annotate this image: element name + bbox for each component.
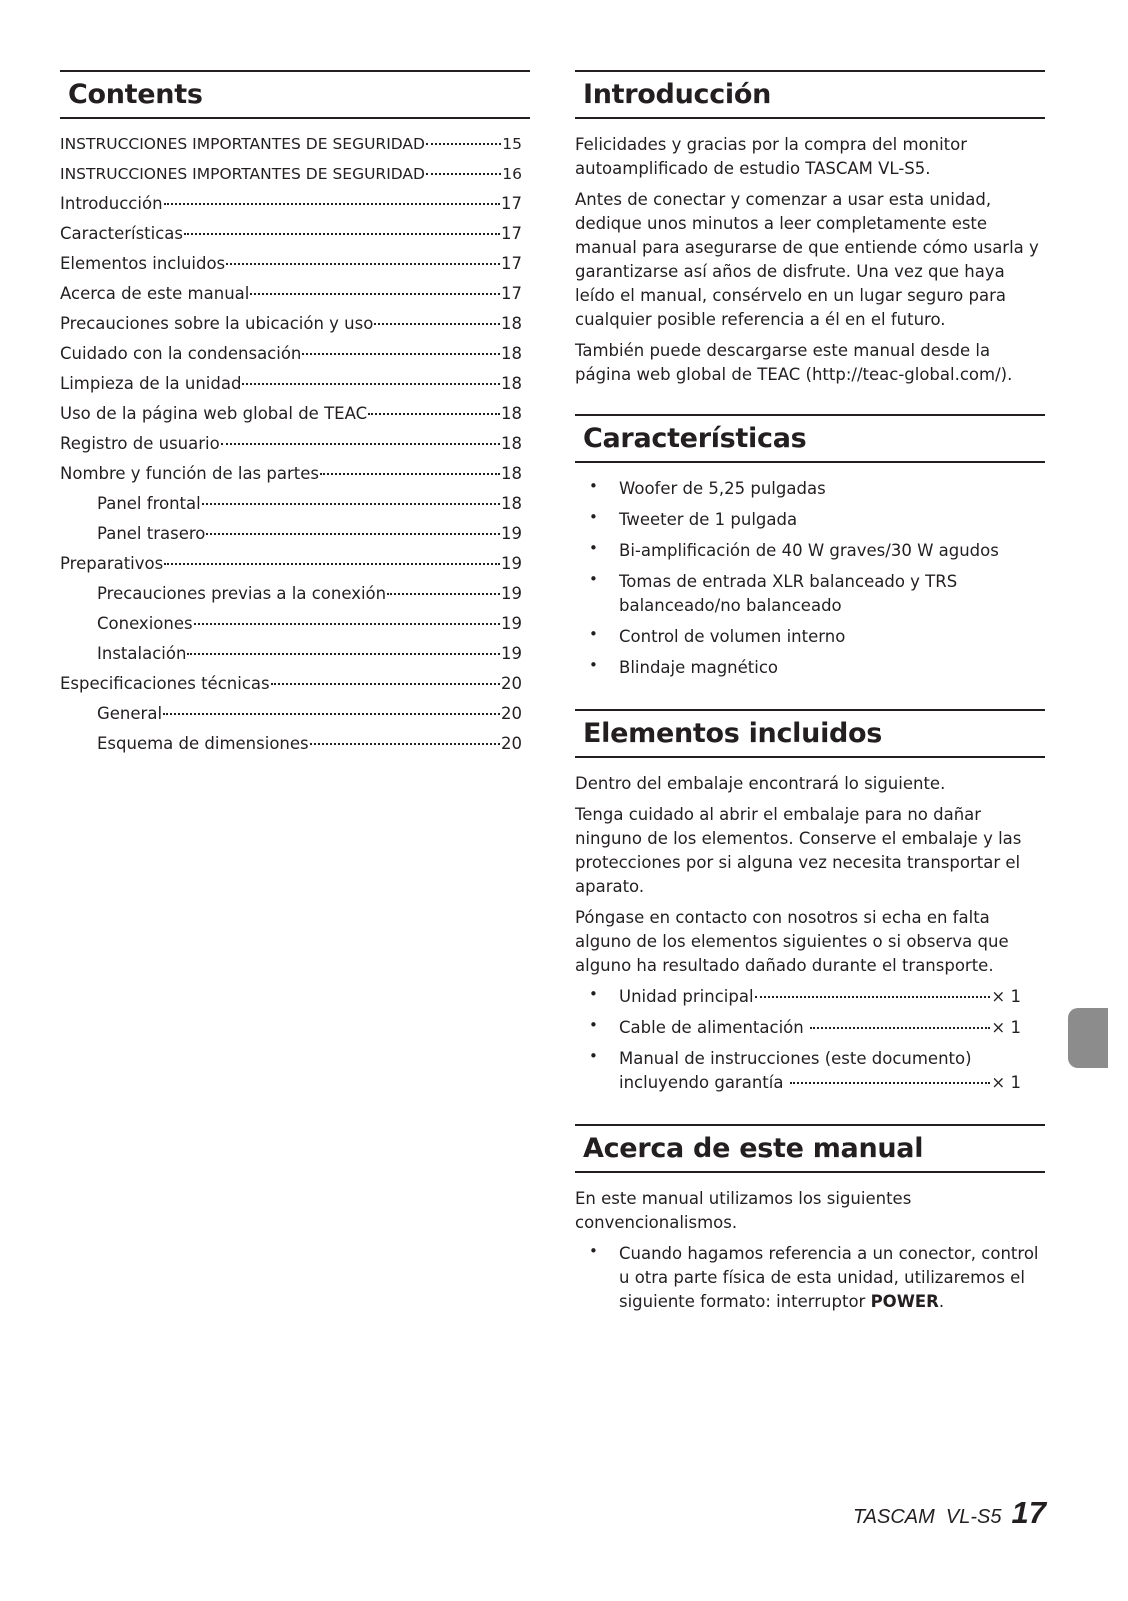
features-header [575,414,1045,463]
toc-leader-dots [320,472,500,475]
toc-leader-dots [242,382,500,385]
intro-title: Introducción [583,79,772,110]
toc-entry-title: Conexiones [97,614,193,633]
included-list [575,985,1045,1095]
toc-entry [60,489,522,519]
toc-entry-page: 19 [501,584,522,603]
toc-leader-dots [426,172,501,175]
toc-entry-title: Nombre y función de las partes [60,464,319,483]
toc-entry-title: INSTRUCCIONES IMPORTANTES DE SEGURIDAD [60,165,425,183]
bullet-icon: • [589,570,598,588]
toc-leader-dots [310,742,500,745]
intro-section [575,70,1045,387]
toc-entry-page: 17 [501,194,522,213]
bullet-icon: • [589,1016,598,1034]
contents-title: Contents [68,79,203,110]
toc-leader-dots [202,502,500,505]
included-paragraph: Póngase en contacto con nosotros si echa en falta alguno de los elementos siguientes o si observa que alguno ha resultado dañado durante el transporte. [575,908,1009,975]
list-item [575,625,1045,649]
included-item-name: incluyendo garantía [619,1073,789,1092]
toc-entry-title: INSTRUCCIONES IMPORTANTES DE SEGURIDAD [60,135,425,153]
toc-entry-page: 20 [501,704,522,723]
toc-entry-title: Esquema de dimensiones [97,734,309,753]
bullet-icon: • [589,477,598,495]
toc-entry-page: 16 [502,165,522,183]
included-paragraph: Dentro del embalaje encontrará lo siguiente. [575,774,946,793]
toc-entry-title: General [97,704,163,723]
toc-entry-page: 18 [501,374,522,393]
list-item [575,656,1045,680]
features-section [575,414,1045,680]
toc-entry [60,159,522,189]
toc-entry [60,609,522,639]
feature-text: Woofer de 5,25 pulgadas [619,479,826,498]
power-label: POWER [870,1292,939,1311]
toc-entry-title: Instalación [97,644,187,663]
list-item [575,477,1045,501]
page-number: 17 [1011,1495,1046,1530]
toc-entry [60,579,522,609]
toc-leader-dots [302,352,500,355]
feature-text: Control de volumen interno [619,627,846,646]
toc-entry [60,249,522,279]
toc-entry-title: Preparativos [60,554,164,573]
toc-entry [60,549,522,579]
page-footer [853,1495,1046,1531]
footer-brand: TASCAM VL-S5 [852,1506,1002,1528]
table-of-contents [60,129,530,759]
toc-entry [60,519,522,549]
features-title: Características [583,423,807,454]
toc-entry [60,669,522,699]
toc-entry-title: Uso de la página web global de TEAC [60,404,368,423]
toc-entry-title: Características [60,224,184,243]
toc-entry [60,339,522,369]
intro-paragraph: Antes de conectar y comenzar a usar esta unidad, dedique unos minutos a leer completamente este manual para asegurarse de que entiende cómo usarla y garantizarse así años de disfrute. Una vez que haya leído el manual, consérvelo en un lugar seguro para cualquier posible referencia a él en el futuro. [575,190,1039,329]
toc-entry-page: 17 [501,254,522,273]
toc-entry [60,429,522,459]
bullet-icon: • [589,985,598,1003]
intro-paragraph: También puede descargarse este manual desde la página web global de TEAC (http://teac-global.com/). [575,341,1013,384]
included-item-name: Cable de alimentación [619,1018,809,1037]
intro-paragraph: Felicidades y gracias por la compra del monitor autoamplificado de estudio TASCAM VL-S5. [575,135,968,178]
list-item [575,1016,1045,1040]
toc-entry [60,129,522,159]
list-item [575,570,1045,618]
about-bullet-end: . [938,1292,945,1311]
about-bullet-text: Cuando hagamos referencia a un conector, control u otra parte física de esta unidad, utilizaremos el siguiente formato: interruptor [619,1244,1039,1311]
list-item [575,539,1045,563]
toc-leader-dots [221,442,500,445]
bullet-icon: • [589,1242,598,1260]
toc-entry-page: 19 [501,524,522,543]
toc-entry-title: Elementos incluidos [60,254,226,273]
toc-leader-dots [368,412,500,415]
included-item-name: Unidad principal [619,987,754,1006]
list-item [575,1047,1045,1095]
leader-dots [810,1026,990,1029]
toc-leader-dots [426,142,501,145]
about-paragraph: En este manual utilizamos los siguientes convencionalismos. [575,1189,912,1232]
toc-entry [60,699,522,729]
toc-entry-page: 20 [501,674,522,693]
section-tab-marker [1068,1008,1108,1068]
bullet-icon: • [589,1047,598,1065]
toc-entry-title: Precauciones previas a la conexión [97,584,387,603]
toc-entry-page: 18 [501,314,522,333]
toc-leader-dots [164,202,500,205]
toc-entry-title: Cuidado con la condensación [60,344,302,363]
list-item [575,1242,1045,1314]
toc-leader-dots [184,232,500,235]
included-paragraph: Tenga cuidado al abrir el embalaje para no dañar ninguno de los elementos. Conserve el embalaje y las protecciones por si alguna vez necesita transportar el aparato. [575,805,1022,896]
toc-entry-page: 19 [501,644,522,663]
toc-entry-title: Especificaciones técnicas [60,674,270,693]
toc-entry-title: Panel frontal [97,494,201,513]
intro-header [575,70,1045,119]
toc-leader-dots [164,562,500,565]
toc-entry-title: Introducción [60,194,163,213]
toc-entry-page: 17 [501,284,522,303]
toc-leader-dots [194,622,500,625]
toc-entry-title: Acerca de este manual [60,284,250,303]
toc-entry-page: 18 [501,404,522,423]
feature-text: Tweeter de 1 pulgada [619,510,798,529]
feature-text: Tomas de entrada XLR balanceado y TRS balanceado/no balanceado [619,572,958,615]
toc-leader-dots [374,322,500,325]
toc-entry-page: 19 [501,614,522,633]
toc-leader-dots [271,682,500,685]
features-list [575,477,1045,680]
toc-entry [60,399,522,429]
included-item-qty: × 1 [991,1073,1021,1092]
toc-leader-dots [250,292,500,295]
toc-leader-dots [387,592,500,595]
included-header [575,709,1045,758]
toc-entry-page: 17 [501,224,522,243]
included-title: Elementos incluidos [583,718,883,749]
leader-dots [790,1081,991,1084]
included-section [575,709,1045,1095]
about-section [575,1124,1045,1314]
about-list [575,1242,1045,1314]
toc-entry [60,189,522,219]
toc-leader-dots [163,712,500,715]
included-item-qty: × 1 [991,1018,1021,1037]
bullet-icon: • [589,625,598,643]
toc-entry-page: 19 [501,554,522,573]
toc-entry [60,219,522,249]
toc-entry-page: 18 [501,494,522,513]
leader-dots [755,995,991,998]
bullet-icon: • [589,539,598,557]
main-column [575,70,1045,1321]
list-item [575,508,1045,532]
toc-entry-page: 18 [501,344,522,363]
toc-leader-dots [187,652,500,655]
toc-entry-title: Limpieza de la unidad [60,374,242,393]
included-item-pre: Manual de instrucciones (este documento) [619,1049,972,1068]
included-item-qty: × 1 [991,987,1021,1006]
toc-entry [60,279,522,309]
toc-entry [60,369,522,399]
toc-entry [60,639,522,669]
about-header [575,1124,1045,1173]
contents-header [60,70,530,119]
toc-leader-dots [226,262,500,265]
toc-entry-title: Precauciones sobre la ubicación y uso [60,314,374,333]
toc-entry-title: Panel trasero [97,524,206,543]
toc-entry-page: 15 [502,135,522,153]
toc-entry [60,459,522,489]
toc-entry [60,309,522,339]
toc-leader-dots [206,532,500,535]
feature-text: Bi-amplificación de 40 W graves/30 W agudos [619,541,999,560]
list-item [575,985,1045,1009]
feature-text: Blindaje magnético [619,658,778,677]
toc-entry-title: Registro de usuario [60,434,220,453]
bullet-icon: • [589,656,598,674]
toc-entry [60,729,522,759]
toc-entry-page: 20 [501,734,522,753]
toc-entry-page: 18 [501,464,522,483]
about-title: Acerca de este manual [583,1133,924,1164]
toc-entry-page: 18 [501,434,522,453]
contents-column [60,70,530,759]
bullet-icon: • [589,508,598,526]
